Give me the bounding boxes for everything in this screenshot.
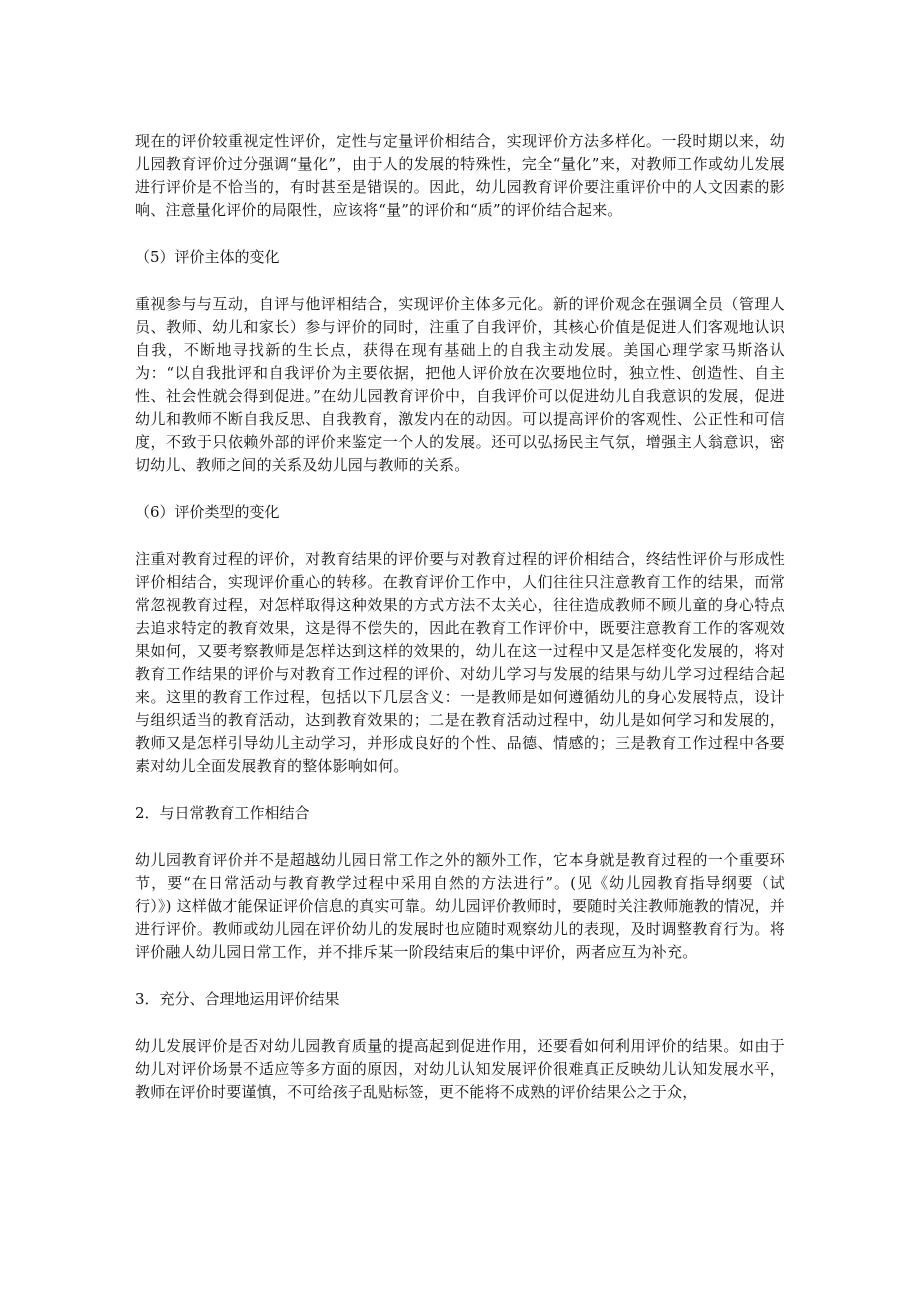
section-heading-evaluation-type: （6）评价类型的变化 — [135, 503, 280, 521]
paragraph-evaluation-methods: 现在的评价较重视定性评价，定性与定量评价相结合，实现评价方法多样化。一段时期以来，幼儿园教育评价过分强调“量化”，由于人的发展的特殊性，完全“量化”来，对教师工作或幼儿发展进行评价是不恰当的，有时甚至是错误的。因此，幼儿园教育评价要注重评价中的人文因素的影响、注意量化评价的局限性，应该将“量”的评价和“质”的评价结合起来。 — [135, 132, 785, 219]
spacer — [135, 825, 785, 849]
section-heading-use-results: 3．充分、合理地运用评价结果 — [135, 990, 340, 1008]
spacer — [135, 964, 785, 988]
spacer — [135, 269, 785, 293]
spacer — [135, 778, 785, 802]
paragraph-use-results: 幼儿发展评价是否对幼儿园教育质量的提高起到促进作用，还要看如何利用评价的结果。如由于幼儿对评价场景不适应等多方面的原因，对幼儿认知发展评价很难真正反映幼儿认知发展水平，教师在评价时要谨慎，不可给孩子乱贴标签，更不能将不成熟的评价结果公之于众， — [135, 1037, 785, 1101]
paragraph-evaluation-subject: 重视参与与互动，自评与他评相结合，实现评价主体多元化。新的评价观念在强调全员（管理人员、教师、幼儿和家长）参与评价的同时，注重了自我评价，其核心价值是促进人们客观地认识自我，不断地寻找新的生长点，获得在现有基础上的自我主动发展。美国心理学家马斯洛认为：“以自我批评和自我评价为主要依据，把他人评价放在次要地位时，独立性、创造性、自主性、社会性就会得到促进。”在幼儿园教育评价中，自我评价可以促进幼儿自我意识的发展，促进幼儿和教师不断自我反思、自我教育，激发内在的动因。可以提高评价的客观性、公正性和可信度，不致于只依赖外部的评价来鉴定一个人的发展。还可以弘扬民主气氛，增强主人翁意识，密切幼儿、教师之间的关系及幼儿园与教师的关系。 — [135, 295, 785, 474]
section-heading-daily-work: 2．与日常教育工作相结合 — [135, 804, 310, 822]
section-heading-evaluation-subject: （5）评价主体的变化 — [135, 248, 280, 266]
spacer — [135, 222, 785, 246]
paragraph-daily-work: 幼儿园教育评价并不是超越幼儿园日常工作之外的额外工作，它本身就是教育过程的一个重要环节，要“在日常活动与教育教学过程中采用自然的方法进行”。(见《幼儿园教育指导纲要（试行）》) 这样做才能保证评价信息的真实可靠。幼儿园评价教师时，要随时关注教师施教的情况，并进行评价。教师或幼儿园在评价幼儿的发展时也应随时观察幼儿的表现，及时调整教育行为。将评价融人幼儿园日常工作，并不排斥某一阶段结束后的集中评价，两者应互为补充。 — [135, 851, 785, 961]
spacer — [135, 1011, 785, 1035]
spacer — [135, 477, 785, 501]
paragraph-evaluation-type: 注重对教育过程的评价，对教育结果的评价要与对教育过程的评价相结合，终结性评价与形成性评价相结合，实现评价重心的转移。在教育评价工作中，人们往往只注意教育工作的结果，而常常忽视教育过程，对怎样取得这种效果的方式方法不太关心，往往造成教师不顾儿童的身心特点去追求特定的教育效果，这是得不偿失的，因此在教育工作评价中，既要注意教育工作的客观效果如何，又要考察教师是怎样达到这样的效果的，幼儿在这一过程中又是怎样变化发展的，将对教育工作结果的评价与对教育工作过程的评价、对幼儿学习与发展的结果与幼儿学习过程结合起来。这里的教育工作过程，包括以下几层含义：一是教师是如何遵循幼儿的身心发展特点，设计与组织适当的教育活动，达到教育效果的；二是在教育活动过程中，幼儿是如何学习和发展的，教师又是怎样引导幼儿主动学习，并形成良好的个性、品德、情感的；三是教育工作过程中各要素对幼儿全面发展教育的整体影响如何。 — [135, 550, 785, 775]
spacer — [135, 524, 785, 548]
document-page — [135, 130, 785, 1104]
